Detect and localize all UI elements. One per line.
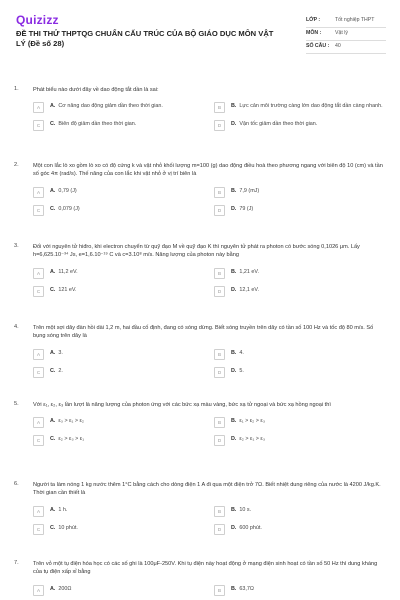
option-text: 3. bbox=[58, 349, 63, 356]
meta-value: Vật lý bbox=[335, 30, 348, 37]
answer-option[interactable] bbox=[214, 187, 386, 198]
answer-options bbox=[33, 102, 386, 131]
answer-checkbox[interactable]: A bbox=[33, 349, 44, 360]
answer-option[interactable] bbox=[214, 585, 386, 596]
answer-options bbox=[33, 417, 386, 446]
answer-option[interactable] bbox=[33, 102, 205, 113]
meta-row-subject bbox=[306, 28, 386, 41]
option-letter: A. bbox=[50, 187, 56, 194]
question bbox=[14, 324, 386, 378]
option-letter: B. bbox=[231, 349, 237, 356]
option-text: 79 (J) bbox=[239, 205, 254, 212]
question-text: Trên một sợi dây đàn hồi dài 1,2 m, hai đầu cố định, đang có sóng dừng. Biết sóng truyền trên dây có tần số 100 Hz và tốc độ 80 m/s. Số bụng sóng trên dây là bbox=[33, 325, 374, 340]
answer-option[interactable] bbox=[33, 417, 205, 428]
option-text: 12,1 eV. bbox=[239, 286, 259, 293]
answer-checkbox[interactable]: A bbox=[33, 187, 44, 198]
option-letter: C. bbox=[50, 121, 56, 128]
answer-option[interactable] bbox=[33, 367, 205, 378]
answer-option[interactable] bbox=[33, 506, 205, 517]
answer-option[interactable] bbox=[214, 524, 386, 535]
question-text: Người ta làm nóng 1 kg nước thêm 1°C bằng cách cho dòng điện 1 A đi qua một điện trở 7Ω. Biết nhiệt dung riêng của nước là 4200 J/kg.K. Thời gian cần thiết là bbox=[33, 482, 381, 497]
option-text: 10 phút. bbox=[58, 524, 78, 531]
option-text: ε₂ > ε₃ > ε₁ bbox=[58, 436, 85, 443]
option-text: 7,9 (mJ) bbox=[239, 187, 260, 194]
question-number: 5. bbox=[14, 401, 19, 407]
answer-checkbox[interactable]: A bbox=[33, 506, 44, 517]
question-text: Phát biểu nào dưới đây về dao động tắt dần là sai: bbox=[33, 87, 159, 93]
option-letter: B. bbox=[231, 268, 237, 275]
question bbox=[14, 560, 386, 596]
answer-checkbox[interactable]: D bbox=[214, 120, 225, 131]
option-letter: A. bbox=[50, 506, 56, 513]
question-text: Đối với nguyên tử hiđro, khi electron chuyển từ quỹ đạo M về quỹ đạo K thì nguyên tử phát ra photon có bước sóng 0,1026 μm. Lấy h=6,625.10⁻³⁴ Js, e=1,6.10⁻¹⁹ C và c=3.10⁸ m/s. Năng lượng của photon này bằng bbox=[33, 244, 360, 259]
answer-checkbox[interactable]: B bbox=[214, 349, 225, 360]
option-text: 200Ω bbox=[58, 585, 72, 592]
question-number: 7. bbox=[14, 560, 19, 566]
answer-checkbox[interactable]: D bbox=[214, 524, 225, 535]
answer-option[interactable] bbox=[33, 286, 205, 297]
answer-options bbox=[33, 506, 386, 535]
answer-checkbox[interactable]: C bbox=[33, 286, 44, 297]
meta-row-class bbox=[306, 15, 386, 28]
option-letter: D. bbox=[231, 436, 237, 443]
option-text: Lực cản môi trường càng lớn dao động tắt dần càng nhanh. bbox=[239, 103, 383, 110]
option-letter: A. bbox=[50, 103, 56, 110]
question bbox=[14, 162, 386, 216]
option-letter: A. bbox=[50, 268, 56, 275]
option-text: 2. bbox=[58, 367, 63, 374]
answer-checkbox[interactable]: B bbox=[214, 268, 225, 279]
option-letter: C. bbox=[50, 367, 56, 374]
option-letter: C. bbox=[50, 286, 56, 293]
question-text: Với ε₁, ε₂, ε₃ lần lượt là năng lượng của photon ứng với các bức xạ màu vàng, bức xạ tử ngoại và bức xạ hồng ngoại thì bbox=[33, 402, 331, 408]
meta-value: 40 bbox=[335, 43, 341, 50]
meta-value: Tốt nghiệp THPT bbox=[335, 17, 375, 23]
answer-options bbox=[33, 585, 386, 596]
answer-checkbox[interactable]: B bbox=[214, 506, 225, 517]
answer-checkbox[interactable]: D bbox=[214, 367, 225, 378]
option-letter: B. bbox=[231, 418, 237, 425]
answer-checkbox[interactable]: A bbox=[33, 102, 44, 113]
answer-checkbox[interactable]: C bbox=[33, 524, 44, 535]
meta-label: SỐ CÂU : bbox=[306, 43, 330, 50]
option-text: 63,7Ω bbox=[239, 585, 254, 592]
answer-option[interactable] bbox=[33, 585, 205, 596]
option-text: ε₂ > ε₁ > ε₃ bbox=[239, 436, 266, 443]
option-letter: C. bbox=[50, 205, 56, 212]
answer-option[interactable] bbox=[214, 506, 386, 517]
option-text: 1,21 eV. bbox=[239, 268, 259, 275]
option-letter: D. bbox=[231, 205, 237, 212]
option-text: Vận tốc giảm dần theo thời gian. bbox=[239, 121, 318, 128]
option-text: Biên độ giảm dần theo thời gian. bbox=[58, 121, 137, 128]
option-letter: B. bbox=[231, 506, 237, 513]
option-text: 1 h. bbox=[58, 506, 68, 513]
option-letter: C. bbox=[50, 436, 56, 443]
meta-label: LỚP : bbox=[306, 17, 321, 23]
answer-options bbox=[33, 187, 386, 216]
answer-option[interactable] bbox=[214, 417, 386, 428]
answer-option[interactable] bbox=[214, 268, 386, 279]
answer-option[interactable] bbox=[214, 286, 386, 297]
answer-checkbox[interactable]: A bbox=[33, 417, 44, 428]
question-number: 6. bbox=[14, 481, 19, 487]
answer-checkbox[interactable]: D bbox=[214, 435, 225, 446]
question bbox=[14, 401, 386, 446]
option-text: 5. bbox=[239, 367, 244, 374]
answer-option[interactable] bbox=[33, 205, 205, 216]
option-letter: B. bbox=[231, 103, 237, 110]
option-letter: D. bbox=[231, 121, 237, 128]
answer-options bbox=[33, 268, 386, 297]
answer-option[interactable] bbox=[33, 349, 205, 360]
answer-checkbox[interactable]: B bbox=[214, 102, 225, 113]
question-number: 1. bbox=[14, 86, 19, 92]
question-number: 4. bbox=[14, 324, 19, 330]
option-letter: D. bbox=[231, 524, 237, 531]
option-text: 600 phút. bbox=[239, 524, 262, 531]
answer-checkbox[interactable]: D bbox=[214, 205, 225, 216]
question bbox=[14, 243, 386, 297]
answer-option[interactable] bbox=[214, 120, 386, 131]
option-text: 0,079 (J) bbox=[58, 205, 80, 212]
answer-option[interactable] bbox=[33, 268, 205, 279]
answer-checkbox[interactable]: B bbox=[214, 417, 225, 428]
answer-checkbox[interactable]: C bbox=[33, 205, 44, 216]
option-text: 4. bbox=[239, 349, 244, 356]
option-letter: D. bbox=[231, 367, 237, 374]
option-letter: D. bbox=[231, 286, 237, 293]
option-text: 0,79 (J) bbox=[58, 187, 77, 194]
answer-options bbox=[33, 349, 386, 378]
answer-option[interactable] bbox=[33, 524, 205, 535]
question-number: 3. bbox=[14, 243, 19, 249]
meta-label: MÔN : bbox=[306, 30, 322, 37]
option-text: 10 s. bbox=[239, 506, 252, 513]
question-text: Trên vỏ một tụ điện hóa học có các số ghi là 100μF-250V. Khi tụ điện này hoạt động ở mạng điện sinh hoạt có tần số 50 Hz thì dung kháng của tụ điện xấp xỉ bằng bbox=[33, 561, 378, 576]
question-number: 2. bbox=[14, 162, 19, 168]
answer-option[interactable] bbox=[33, 435, 205, 446]
meta-info bbox=[306, 15, 386, 54]
page-title: ĐỀ THI THỬ THPTQG CHUẨN CẤU TRÚC CỦA BỘ GIÁO DỤC MÔN VẬT LÝ (Đề số 28) bbox=[16, 29, 274, 49]
option-text: ε₃ > ε₁ > ε₂ bbox=[58, 418, 85, 425]
answer-checkbox[interactable]: A bbox=[33, 585, 44, 596]
answer-checkbox[interactable]: D bbox=[214, 286, 225, 297]
answer-checkbox[interactable]: C bbox=[33, 435, 44, 446]
answer-checkbox[interactable]: A bbox=[33, 268, 44, 279]
option-letter: A. bbox=[50, 349, 56, 356]
answer-checkbox[interactable]: C bbox=[33, 367, 44, 378]
option-letter: B. bbox=[231, 187, 237, 194]
option-letter: C. bbox=[50, 524, 56, 531]
answer-option[interactable] bbox=[214, 349, 386, 360]
answer-checkbox[interactable]: B bbox=[214, 187, 225, 198]
option-text: 11,2 eV. bbox=[58, 268, 78, 275]
answer-option[interactable] bbox=[214, 367, 386, 378]
option-text: 121 eV. bbox=[58, 286, 77, 293]
question-text: Một con lắc lò xo gồm lò xo có độ cứng k và vật nhỏ khối lượng m=100 (g) dao động điều hoà theo phương ngang với biên độ 10 (cm) và tần số góc 4π (rad/s). Thế năng của con lắc khi vật nhỏ ở vị trí biên là bbox=[33, 163, 383, 178]
answer-option[interactable] bbox=[214, 102, 386, 113]
option-letter: A. bbox=[50, 585, 56, 592]
option-letter: B. bbox=[231, 585, 237, 592]
quizizz-logo: Quizizz bbox=[16, 13, 59, 27]
answer-option[interactable] bbox=[33, 120, 205, 131]
answer-checkbox[interactable]: C bbox=[33, 120, 44, 131]
question bbox=[14, 86, 386, 131]
meta-row-count bbox=[306, 41, 386, 54]
answer-option[interactable] bbox=[214, 205, 386, 216]
answer-option[interactable] bbox=[214, 435, 386, 446]
option-letter: A. bbox=[50, 418, 56, 425]
question bbox=[14, 481, 386, 535]
option-text: Cơ năng dao động giảm dần theo thời gian. bbox=[58, 103, 163, 110]
answer-checkbox[interactable]: B bbox=[214, 585, 225, 596]
answer-option[interactable] bbox=[33, 187, 205, 198]
option-text: ε₁ > ε₂ > ε₃ bbox=[239, 418, 266, 425]
